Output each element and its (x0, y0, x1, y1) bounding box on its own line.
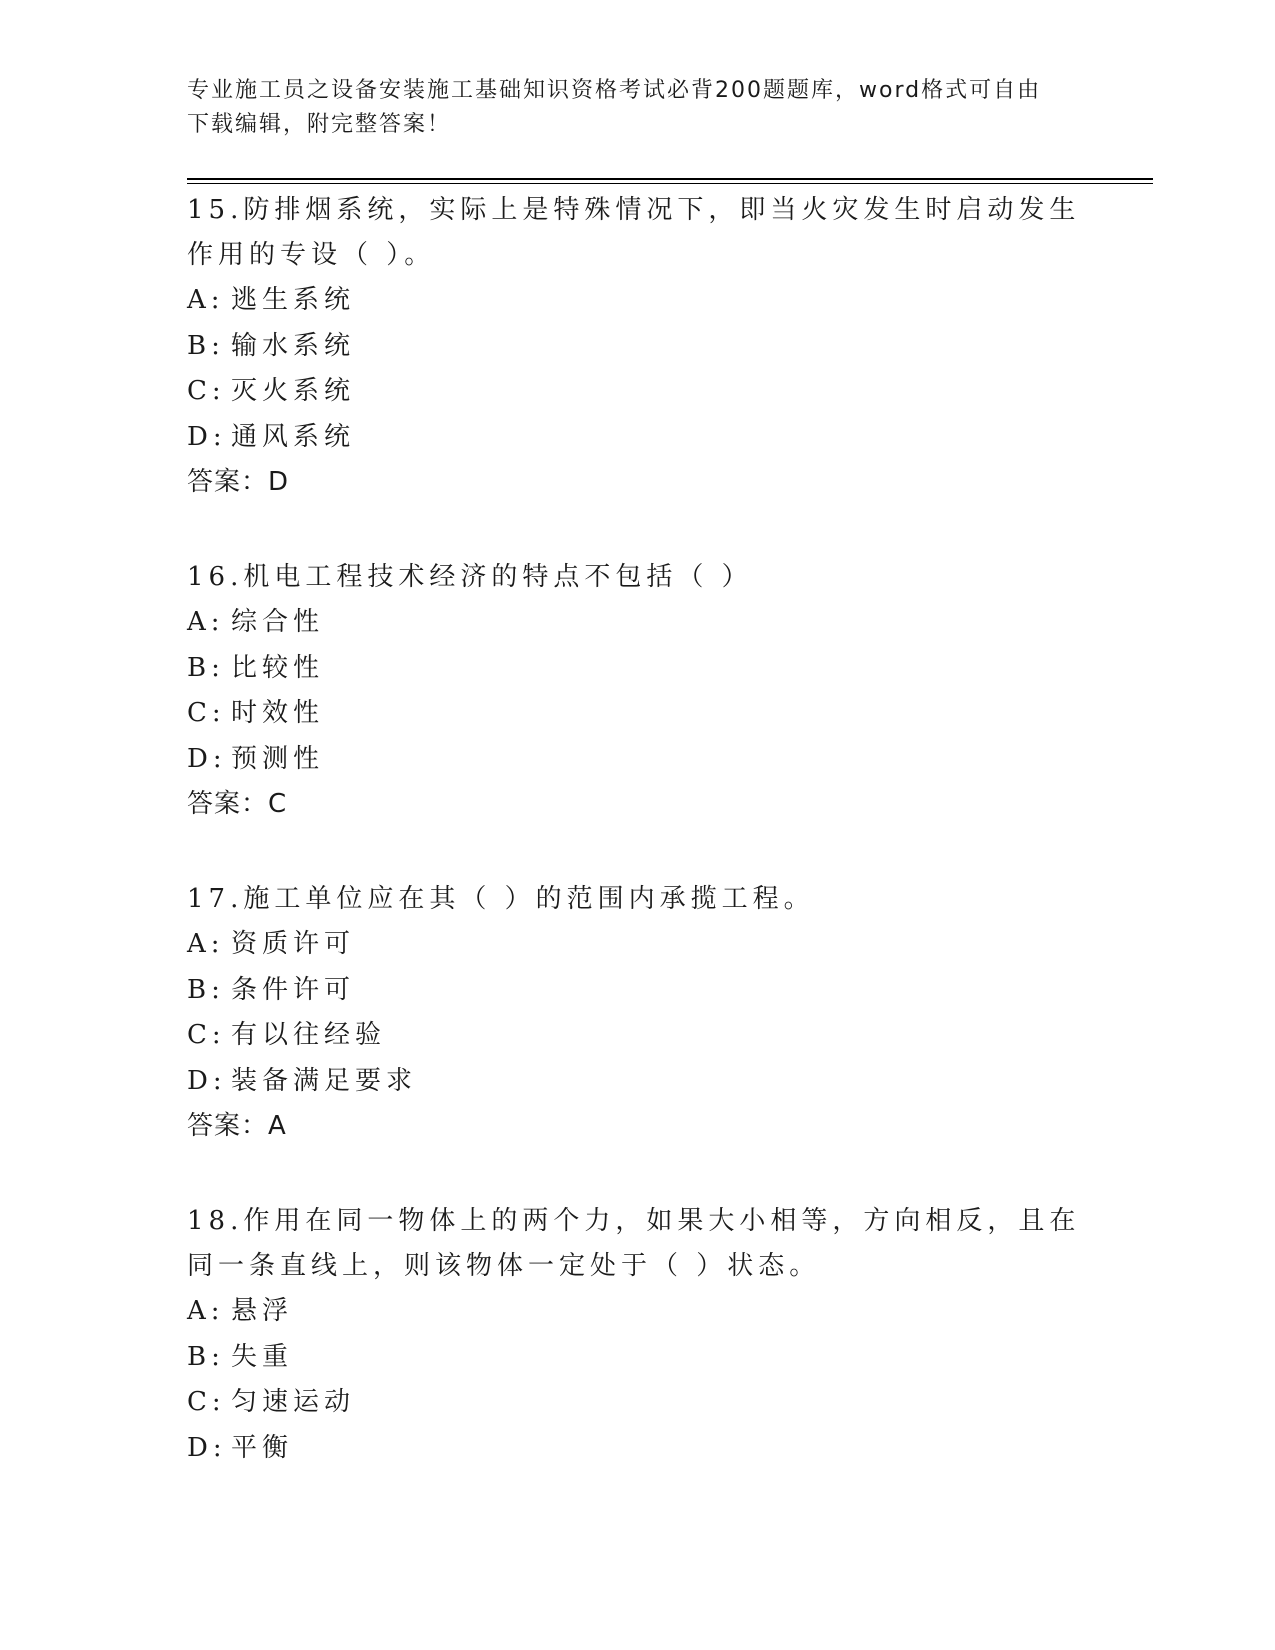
option-d (187, 415, 1087, 461)
option-c (187, 691, 1087, 737)
option-a (187, 922, 1087, 968)
option-key: A: (187, 607, 225, 637)
option-text: 装备满足要求 (231, 1065, 418, 1096)
option-key: B: (187, 652, 225, 683)
option-d (187, 1059, 1087, 1105)
option-text: 资质许可 (231, 929, 356, 959)
question-stem: 15.防排烟系统，实际上是特殊情况下，即当火灾发生时启动发生作用的专设（ ）。 (187, 195, 1081, 270)
option-text: 悬浮 (231, 1296, 294, 1326)
option-text: 综合性 (231, 607, 325, 637)
option-text: 条件许可 (231, 974, 356, 1005)
option-key: B: (187, 330, 225, 361)
option-text: 输水系统 (231, 330, 356, 361)
header-line-2: 下载编辑，附完整答案！ (187, 112, 452, 137)
option-key: C: (187, 1387, 226, 1417)
option-b (187, 324, 1087, 370)
option-c (187, 1380, 1087, 1426)
option-b (187, 968, 1087, 1014)
question-16 (187, 555, 1087, 827)
option-key: B: (187, 1341, 225, 1372)
option-key: C: (187, 376, 226, 406)
answer-line: 答案：D (187, 467, 290, 497)
option-key: D: (187, 421, 227, 452)
answer-line: 答案：C (187, 789, 288, 819)
question-list (187, 188, 1087, 1521)
document-header (187, 74, 1067, 142)
question-stem: 16.机电工程技术经济的特点不包括（ ） (187, 562, 753, 592)
option-key: D: (187, 743, 227, 774)
question-15 (187, 188, 1087, 505)
option-text: 预测性 (231, 743, 325, 774)
option-text: 匀速运动 (231, 1387, 356, 1417)
option-text: 逃生系统 (231, 285, 356, 315)
option-key: C: (187, 698, 226, 728)
option-text: 平衡 (231, 1432, 294, 1463)
option-c (187, 369, 1087, 415)
option-text: 比较性 (231, 652, 325, 683)
answer-line: 答案：A (187, 1111, 287, 1141)
question-stem: 17.施工单位应在其（ ）的范围内承揽工程。 (187, 884, 815, 914)
header-line-1: 专业施工员之设备安装施工基础知识资格考试必背200题题库，word格式可自由 (187, 78, 1042, 103)
option-key: C: (187, 1020, 226, 1050)
question-stem: 18.作用在同一物体上的两个力，如果大小相等，方向相反，且在同一条直线上，则该物体一定处于（ ）状态。 (187, 1206, 1081, 1281)
option-text: 失重 (231, 1341, 294, 1372)
option-b (187, 1335, 1087, 1381)
header-divider-thin (187, 183, 1153, 184)
option-d (187, 737, 1087, 783)
option-a (187, 600, 1087, 646)
question-17 (187, 877, 1087, 1149)
option-text: 时效性 (231, 698, 325, 728)
option-text: 灭火系统 (231, 376, 356, 406)
question-18 (187, 1199, 1087, 1471)
option-key: A: (187, 1296, 225, 1326)
option-a (187, 278, 1087, 324)
option-key: A: (187, 285, 225, 315)
option-key: B: (187, 974, 225, 1005)
option-a (187, 1289, 1087, 1335)
option-text: 有以往经验 (231, 1020, 387, 1050)
option-text: 通风系统 (231, 421, 356, 452)
option-key: A: (187, 929, 225, 959)
option-key: D: (187, 1432, 227, 1463)
option-d (187, 1426, 1087, 1472)
option-key: D: (187, 1065, 227, 1096)
header-divider-thick (187, 178, 1153, 180)
option-b (187, 646, 1087, 692)
option-c (187, 1013, 1087, 1059)
